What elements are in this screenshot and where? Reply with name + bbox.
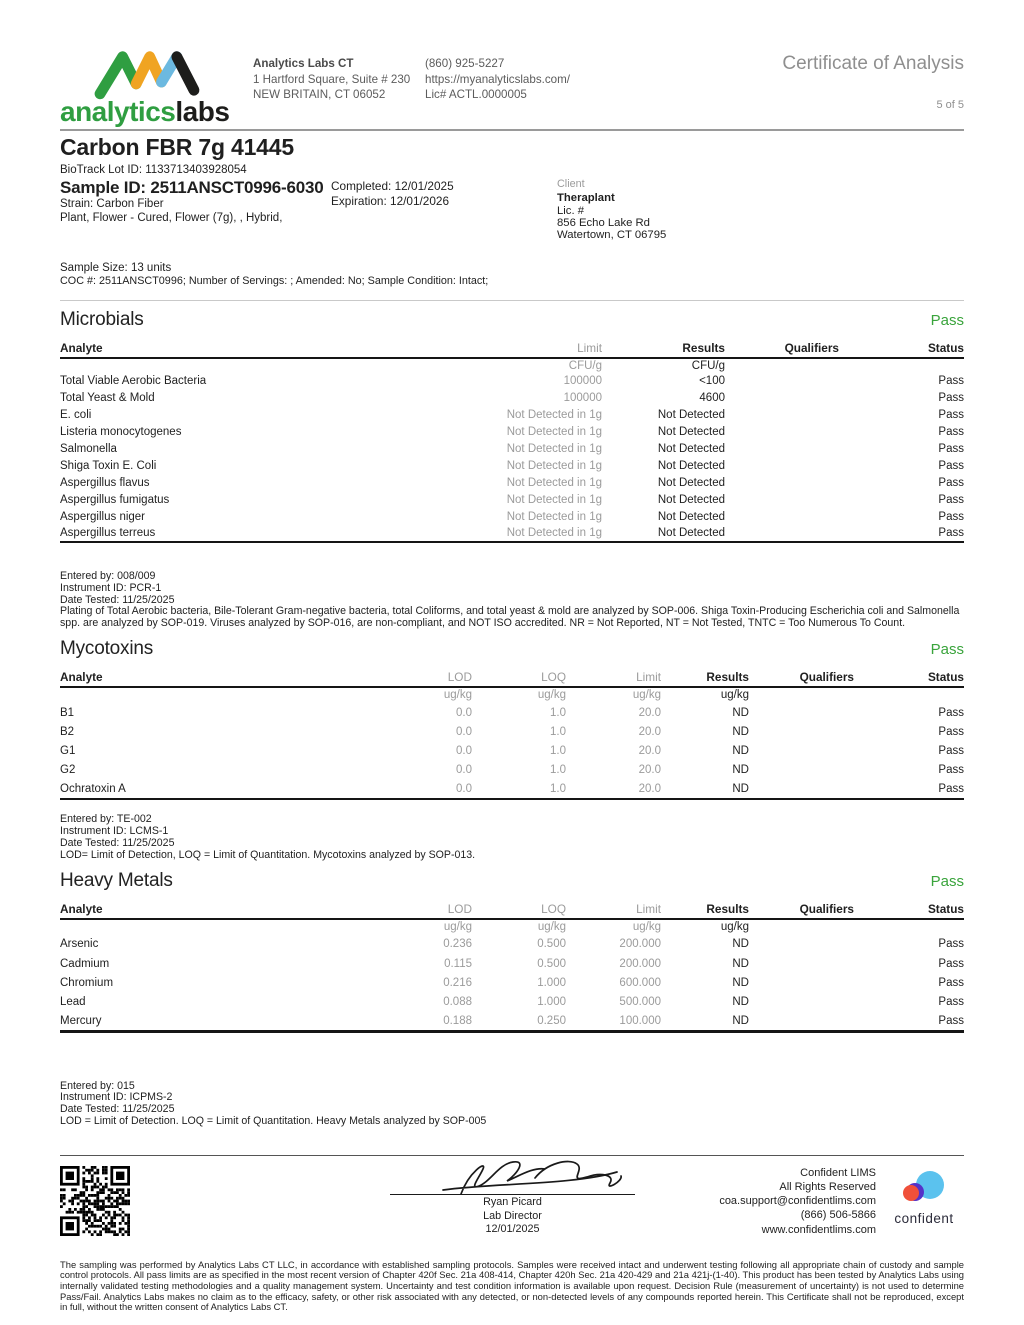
table-row: E. coli Not Detected in 1g Not Detected Pass [60,409,964,422]
lab-address-line2: NEW BRITAIN, CT 06052 [253,88,386,101]
heavy-metals-table [60,902,964,1033]
heavy-metals-notes [60,1081,964,1128]
table-row: Salmonella Not Detected in 1g Not Detected Pass [60,443,964,455]
col-loq: LOQ [541,901,566,916]
date-tested: Date Tested: 11/25/2025 [60,1103,175,1116]
sample-id: Sample ID: 2511ANSCT0996-6030 [60,178,324,197]
col-limit: Limit [636,901,661,916]
table-row: Total Viable Aerobic Bacteria 100000 <100 Pass [60,375,964,388]
col-analyte: Analyte [60,341,103,355]
table-row: Arsenic 0.236 0.500 200.000 ND Pass [60,938,964,951]
entered-by: Entered by: TE-002 [60,813,152,826]
instrument-id: Instrument ID: PCR-1 [60,581,162,594]
units-row: CFU/g CFU/g [568,360,725,372]
col-status: Status [927,901,964,916]
client-label: Client [557,178,585,190]
lims-name: Confident LIMS [800,1166,876,1179]
units-row: ug/kg ug/kg ug/kg ug/kg [443,921,749,934]
heavy-metals-table-head [60,902,964,919]
completed-date: Completed: 12/01/2025 [331,179,454,193]
lims-phone: (866) 506-5866 [800,1209,876,1222]
col-status: Status [927,341,964,355]
confident-logo-icon [900,1168,948,1208]
lab-address-block [253,45,425,103]
method-note: Plating of Total Aerobic bacteria, Bile-Tolerant Gram-negative bacteria, total Coliforms, and total yeast & mold are analyzed by SOP-006. Shiga Toxin-Producing Escherichia coli and Salmonella spp. are analyzed by SOP-019. Viruses analyzed by SOP-016, are non-compliant, and NOT ISO accredited. NR = Not Reported, NT = Not Tested, TNTC = Too Numerous To Count. [60,605,960,630]
document-title: Certificate of Analysis [782,53,964,74]
table-row: Ochratoxin A 0.0 1.0 20.0 ND Pass [60,783,964,796]
product-title: Carbon FBR 7g 41445 [60,134,294,160]
client-address2: Watertown, CT 06795 [557,229,667,242]
table-row: Mercury 0.188 0.250 100.000 ND Pass [60,1014,964,1027]
product-type-line: Plant, Flower - Cured, Flower (7g), , Hybrid, [60,211,283,224]
table-row: Aspergillus flavus Not Detected in 1g Not Detected Pass [60,476,964,489]
table-row: Aspergillus terreus Not Detected in 1g Not Detected Pass [60,526,964,539]
lab-license: Lic# ACTL.0000005 [425,88,527,101]
analytics-labs-logo-icon [88,45,206,101]
units-row: ug/kg ug/kg ug/kg ug/kg [443,689,749,702]
mycotoxins-status-badge: Pass [930,640,964,658]
method-note: LOD= Limit of Detection, LOQ = Limit of Quantitation. Mycotoxins analyzed by SOP-013. [60,848,476,861]
expiration-date: Expiration: 12/01/2026 [331,194,450,208]
table-row: Aspergillus niger Not Detected in 1g Not Detected Pass [60,510,964,523]
col-lod: LOD [447,669,472,684]
header-divider [60,129,964,131]
heavy-metals-status-badge: Pass [930,872,964,890]
qr-code [60,1166,130,1236]
legal-disclaimer: The sampling was performed by Analytics Labs CT LLC, in accordance with established sampling protocols. Samples were received intact and underwent testing following all appropriate chain of custody and sample control protocols. All pass limits are as specified in the most recent version of Chapter 420f Sec. 21a 408-414, Chapter 420h Sec. 21a 420-429 and 21a 421j-(1-40). This product has been tested by Analytics Labs using internally validated testing methodologies and a quality management system. Uncertainty and test condition information is available upon request. Decision Rule (measurement of uncertainty) is not used to determine Pass/Fail. Analytics Labs makes no claim as to the efficacy, safety, or other risk associated with any detected, or non-detected levels of any compounds reported herein. This Certificate shall not be reproduced, except in full, without the written consent of Analytics Labs CT. [60,1258,964,1313]
mycotoxins-title: Mycotoxins [60,637,154,659]
logo-wordmark [60,96,253,127]
logo-word-labs: labs [175,96,230,127]
client-name: Theraplant [557,192,615,205]
microbials-table [60,341,964,543]
signer-name: Ryan Picard [483,1195,542,1208]
table-row: Chromium 0.216 1.000 600.000 ND Pass [60,976,964,989]
lims-rights: All Rights Reserved [779,1180,876,1193]
signature-icon [403,1156,623,1202]
microbials-title: Microbials [60,309,144,330]
lab-address-line1: 1 Hartford Square, Suite # 230 [253,72,411,86]
microbials-table-head [60,341,964,358]
microbials-notes [60,571,964,630]
table-row: Total Yeast & Mold 100000 4600 Pass [60,392,964,405]
col-lod: LOD [447,901,472,916]
header-right [660,45,964,111]
table-row: Aspergillus fumigatus Not Detected in 1g Not Detected Pass [60,493,964,506]
date-tested: Date Tested: 11/25/2025 [60,836,175,849]
col-limit: Limit [636,669,661,684]
strain-line: Strain: Carbon Fiber [60,198,164,210]
signature-line [390,1194,635,1195]
lab-phone: (860) 925-5227 [425,57,505,70]
table-row: Listeria monocytogenes Not Detected in 1g Not Detected Pass [60,426,964,439]
signature-block [390,1156,635,1236]
lims-contact-block [719,1166,876,1237]
biotrack-lot-id: BioTrack Lot ID: 1133713403928054 [60,164,247,176]
col-results: Results [706,669,749,684]
instrument-id: Instrument ID: LCMS-1 [60,825,169,838]
col-status: Status [927,669,964,684]
lab-contact-block [425,45,660,103]
confident-logo-text: confident [894,1210,954,1226]
table-row: B1 0.0 1.0 20.0 ND Pass [60,706,964,719]
mycotoxins-section-header [60,638,964,660]
footer-block [60,1162,964,1248]
table-row: G2 0.0 1.0 20.0 ND Pass [60,764,964,777]
signature-date: 12/01/2025 [485,1223,540,1236]
entered-by: Entered by: 008/009 [60,569,156,582]
instrument-id: Instrument ID: ICPMS-2 [60,1091,173,1104]
lab-logo [60,45,253,125]
lab-website: https://myanalyticslabs.com/ [425,72,570,86]
col-results: Results [682,341,725,355]
microbials-section-header [60,309,964,331]
page-header [60,45,964,128]
signer-title: Lab Director [483,1209,542,1222]
col-results: Results [706,901,749,916]
confident-logo [888,1168,960,1226]
mycotoxins-table-head [60,670,964,687]
heavy-metals-title: Heavy Metals [60,869,173,891]
client-block [557,178,666,241]
col-qualifiers: Qualifiers [799,901,854,916]
lab-name: Analytics Labs CT [253,57,354,70]
col-qualifiers: Qualifiers [784,341,839,355]
table-row: Shiga Toxin E. Coli Not Detected in 1g Not Detected Pass [60,459,964,472]
section-divider [60,300,964,301]
table-row: Lead 0.088 1.000 500.000 ND Pass [60,996,964,1009]
table-row: G1 0.0 1.0 20.0 ND Pass [60,745,964,758]
col-analyte: Analyte [60,669,103,684]
col-limit: Limit [577,341,602,355]
logo-word-analytics: analytics [60,96,176,127]
page-indicator: 5 of 5 [936,99,964,111]
dates-block [331,179,454,209]
table-row: B2 0.0 1.0 20.0 ND Pass [60,725,964,738]
lims-website: www.confidentlims.com [761,1223,876,1236]
entered-by: Entered by: 015 [60,1079,135,1092]
microbials-status-badge: Pass [930,312,964,329]
client-license: Lic. # [557,204,585,217]
col-analyte: Analyte [60,901,103,916]
coc-line: COC #: 2511ANSCT0996; Number of Servings: ; Amended: No; Sample Condition: Intact; [60,275,489,287]
col-loq: LOQ [541,669,566,684]
sample-size: Sample Size: 13 units [60,262,172,274]
mycotoxins-notes [60,814,964,861]
table-row: Cadmium 0.115 0.500 200.000 ND Pass [60,957,964,970]
lims-email: coa.support@confidentlims.com [719,1195,876,1208]
mycotoxins-table [60,670,964,800]
method-note: LOD = Limit of Detection. LOQ = Limit of Quantitation. Heavy Metals analyzed by SOP-005 [60,1114,487,1127]
date-tested: Date Tested: 11/25/2025 [60,593,175,606]
heavy-metals-section-header [60,870,964,892]
client-address1: 856 Echo Lake Rd [557,216,650,229]
sample-info-block [60,178,964,242]
col-qualifiers: Qualifiers [799,669,854,684]
